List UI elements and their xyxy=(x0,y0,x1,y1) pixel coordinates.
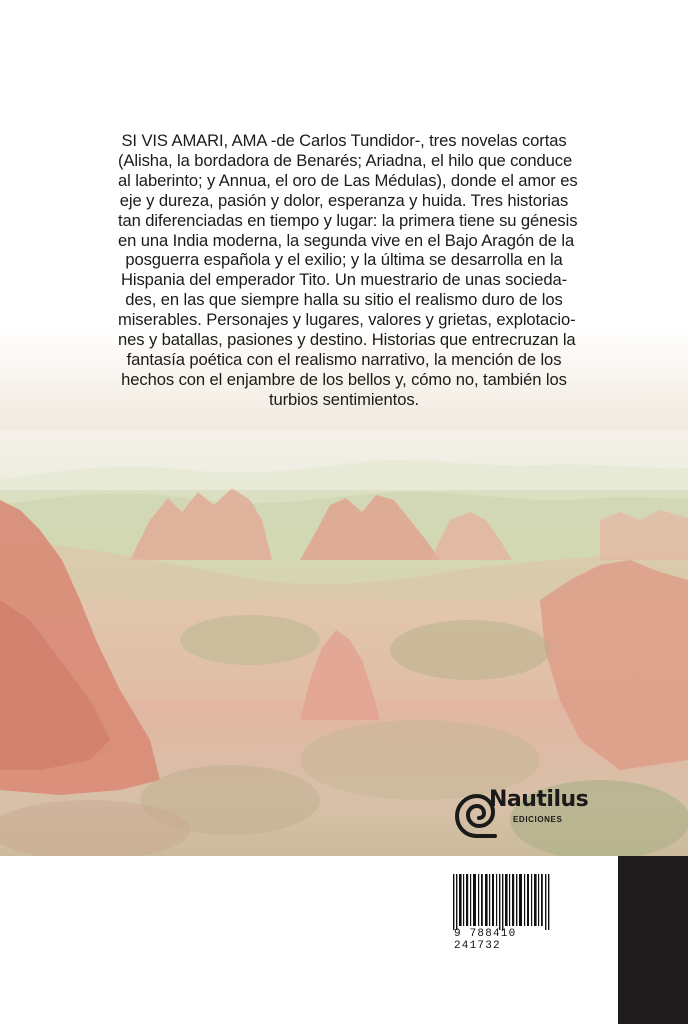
publisher-name: Nautilus xyxy=(489,787,589,812)
publisher-logo xyxy=(455,786,589,842)
synopsis-text xyxy=(118,131,578,410)
synopsis-line: posguerra española y el exilio; y la última se desarrolla en la xyxy=(125,250,563,270)
synopsis-line: eje y dureza, pasión y dolor, esperanza y huida. Tres historias xyxy=(119,190,569,210)
synopsis-line: al laberinto; y Annua, el oro de Las Médulas), donde el amor es xyxy=(118,170,578,190)
barcode-bars xyxy=(451,874,563,932)
publisher-subtitle: EDICIONES xyxy=(513,815,563,824)
synopsis-line: hechos con el enjambre de los bellos y, cómo no, también los xyxy=(121,369,567,389)
spine-strip xyxy=(618,856,688,1024)
synopsis-line: SI VIS AMARI, AMA -de Carlos Tundidor-, tres novelas cortas xyxy=(121,131,567,150)
synopsis-line: des, en las que siempre halla su sitio el realismo duro de los xyxy=(125,290,563,310)
synopsis-line: fantasía poética con el realismo narrativo, la mención de los xyxy=(126,349,562,369)
synopsis-line: miserables. Personajes y lugares, valores y grietas, explotacio- xyxy=(118,310,576,330)
synopsis-line: nes y batallas, pasiones y destino. Historias que entrecruzan la xyxy=(118,330,576,350)
synopsis-line: turbios sentimientos. xyxy=(268,389,420,409)
synopsis-line: Hispania del emperador Tito. Un muestrario de unas socieda- xyxy=(120,270,568,290)
isbn-number: 9 788410 241732 xyxy=(454,928,517,952)
synopsis-line: en una India moderna, la segunda vive en el Bajo Aragón de la xyxy=(118,230,575,250)
synopsis-line: (Alisha, la bordadora de Benarés; Ariadna, el hilo que conduce xyxy=(118,150,573,170)
synopsis-line: tan diferenciadas en tiempo y lugar: la primera tiene su génesis xyxy=(118,210,578,230)
